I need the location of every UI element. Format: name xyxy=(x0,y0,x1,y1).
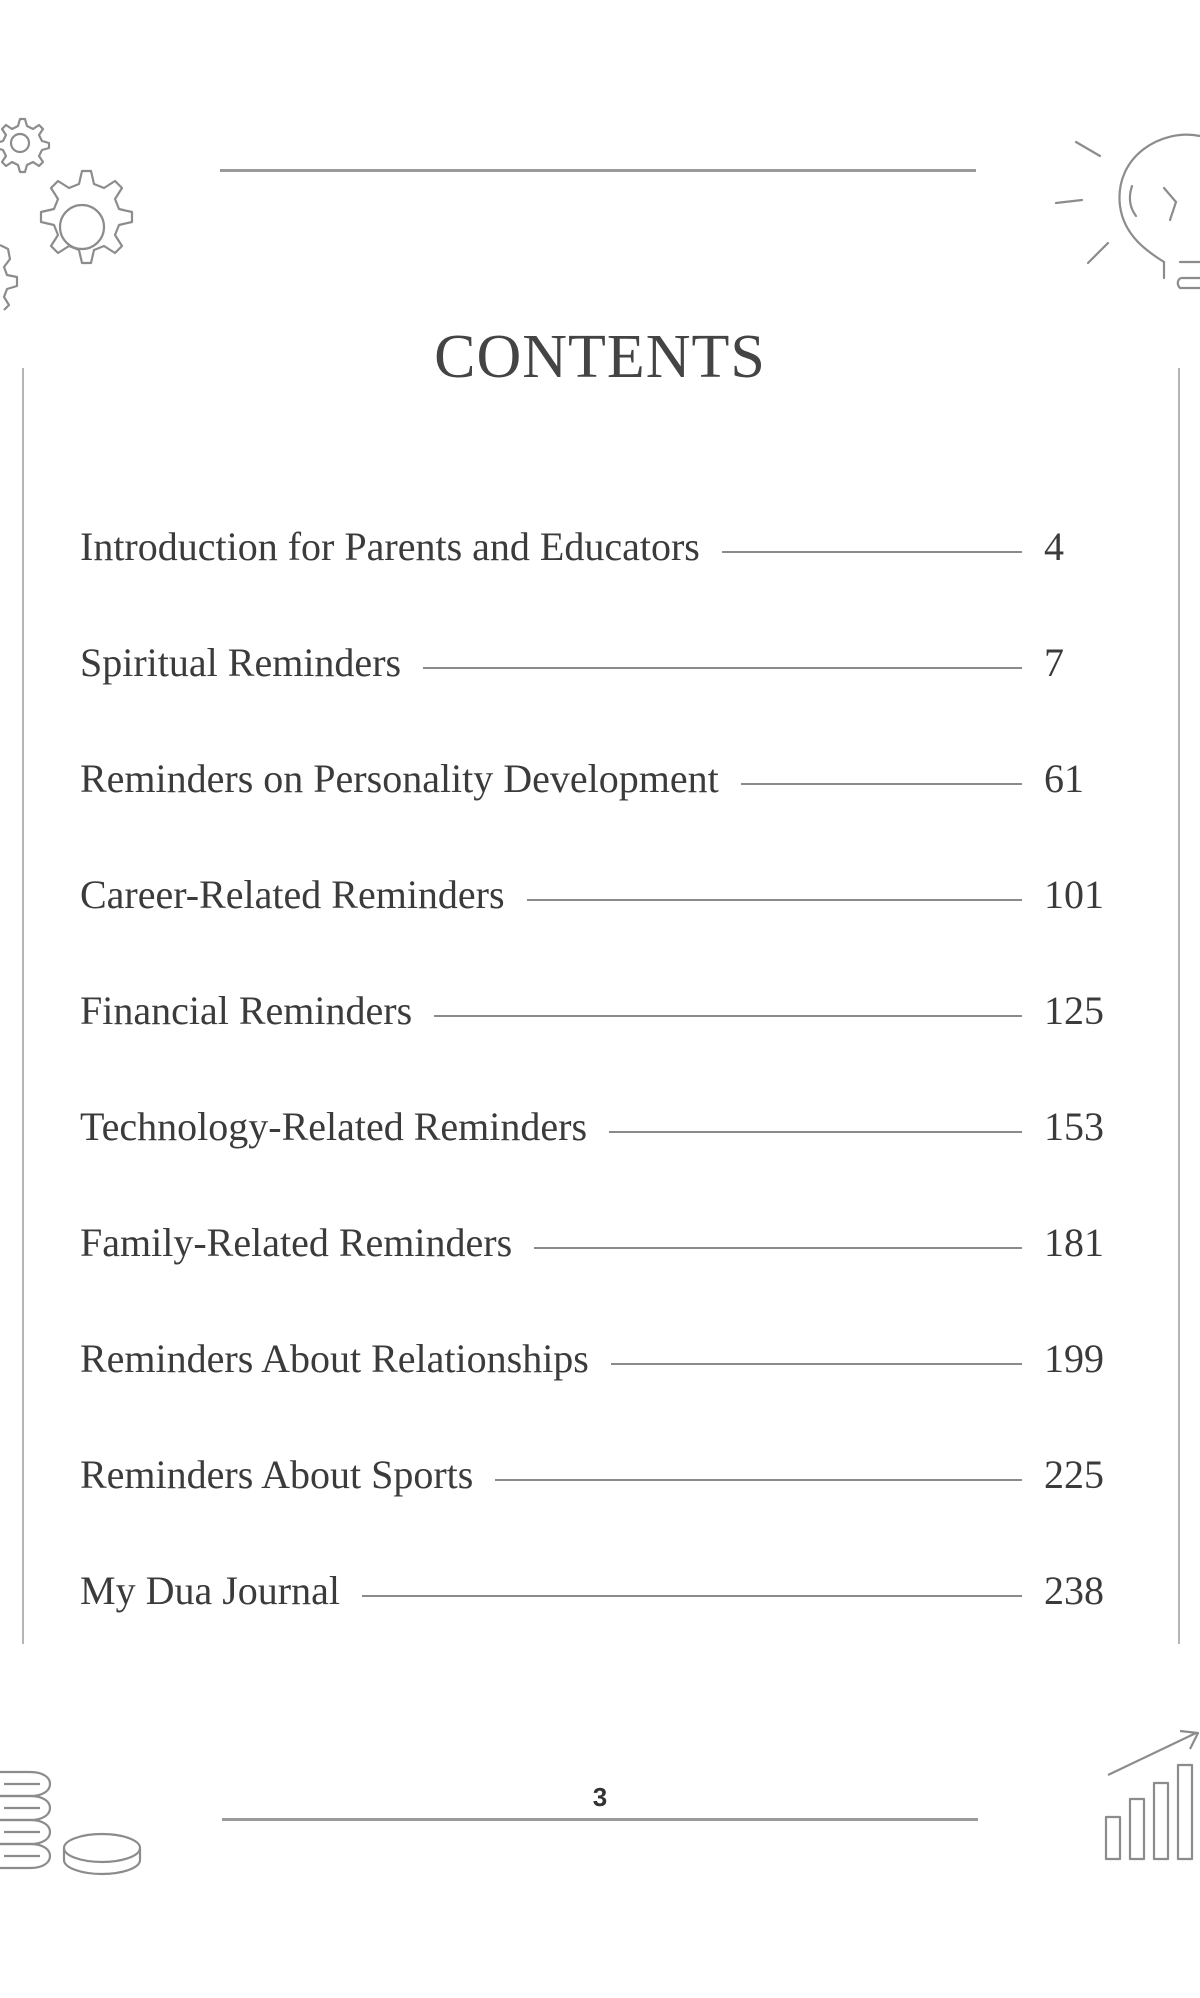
toc-entry-title: Career-Related Reminders xyxy=(80,871,505,917)
toc-entry-page: 181 xyxy=(1044,1219,1104,1265)
toc-leader-line xyxy=(611,1363,1022,1365)
page-number: 3 xyxy=(592,1782,608,1812)
toc-entry-title: Family-Related Reminders xyxy=(80,1219,513,1265)
toc-leader-line xyxy=(495,1479,1022,1481)
toc-entry-title: Financial Reminders xyxy=(80,987,413,1033)
coins-icon xyxy=(0,1760,150,1880)
toc-entry[interactable] xyxy=(80,488,1120,604)
toc-entry-title: Technology-Related Reminders xyxy=(80,1103,588,1149)
toc-leader-line xyxy=(527,899,1022,901)
left-rule xyxy=(22,368,24,1644)
toc-entry[interactable] xyxy=(80,836,1120,952)
toc-entry[interactable] xyxy=(80,720,1120,836)
bottom-rule xyxy=(222,1818,978,1821)
toc-leader-line xyxy=(423,667,1022,669)
toc-entry[interactable] xyxy=(80,1300,1120,1416)
toc-entry-page: 238 xyxy=(1044,1567,1104,1613)
toc-entry-page: 61 xyxy=(1044,755,1084,801)
toc-entry-page: 199 xyxy=(1044,1335,1104,1381)
toc-entry-page: 125 xyxy=(1044,987,1104,1033)
toc-entry-title: Reminders on Personality Development xyxy=(80,755,719,801)
toc-entry[interactable] xyxy=(80,604,1120,720)
toc-entry[interactable] xyxy=(80,1184,1120,1300)
toc-entry[interactable] xyxy=(80,1532,1120,1648)
toc-entry-title: My Dua Journal xyxy=(80,1567,340,1613)
table-of-contents xyxy=(80,488,1120,1648)
toc-leader-line xyxy=(362,1595,1022,1597)
toc-leader-line xyxy=(609,1131,1022,1133)
toc-entry[interactable] xyxy=(80,1068,1120,1184)
toc-leader-line xyxy=(434,1015,1022,1017)
toc-entry-page: 225 xyxy=(1044,1451,1104,1497)
toc-entry-title: Spiritual Reminders xyxy=(80,639,402,685)
toc-entry[interactable] xyxy=(80,952,1120,1068)
toc-entry-page: 153 xyxy=(1044,1103,1104,1149)
gears-icon xyxy=(0,105,160,295)
right-rule xyxy=(1178,368,1180,1644)
toc-entry-title: Reminders About Relationships xyxy=(80,1335,589,1381)
toc-entry-title: Introduction for Parents and Educators xyxy=(80,523,700,569)
toc-entry-page: 101 xyxy=(1044,871,1104,917)
toc-entry-page: 7 xyxy=(1044,639,1064,685)
toc-leader-line xyxy=(741,783,1022,785)
toc-entry-page: 4 xyxy=(1044,523,1064,569)
toc-entry[interactable] xyxy=(80,1416,1120,1532)
top-rule xyxy=(220,169,976,172)
toc-leader-line xyxy=(534,1247,1022,1249)
page-title: CONTENTS xyxy=(434,323,766,391)
lightbulb-icon xyxy=(1052,128,1200,298)
toc-entry-title: Reminders About Sports xyxy=(80,1451,474,1497)
toc-leader-line xyxy=(722,551,1022,553)
